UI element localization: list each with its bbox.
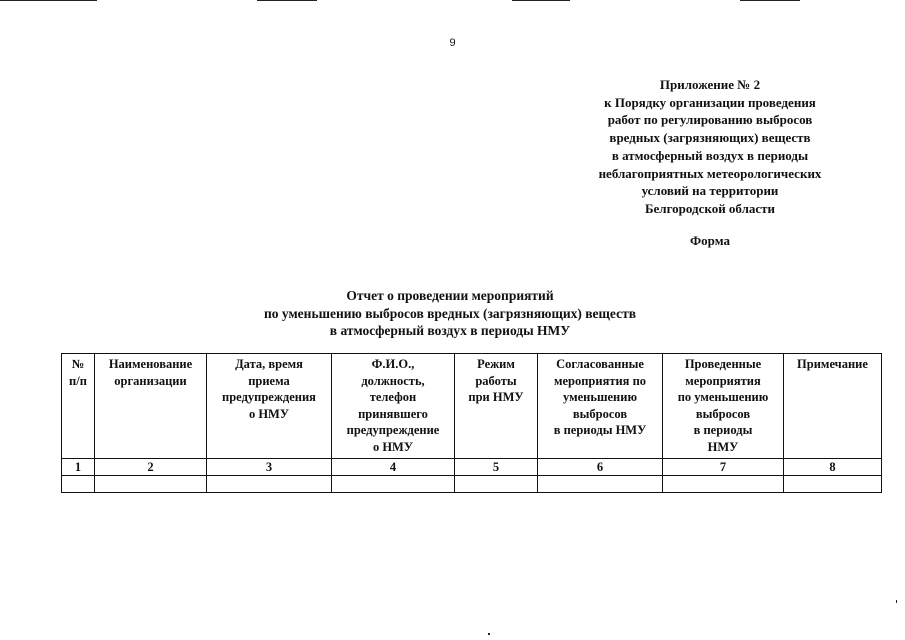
- table-cell: [538, 476, 663, 493]
- scan-edge-mark: [740, 0, 800, 1]
- table-cell: [207, 476, 332, 493]
- appendix-line: вредных (загрязняющих) веществ: [609, 130, 811, 146]
- header-cell-agreed-measures: Согласованные мероприятия по уменьшению выбросов в периоды НМУ: [538, 354, 663, 459]
- form-label: Форма: [690, 233, 730, 248]
- scan-speck: [896, 600, 897, 603]
- column-number-cell: 8: [784, 459, 882, 476]
- table-cell: [663, 476, 784, 493]
- header-cell-warning-date: Дата, время приема предупреждения о НМУ: [207, 354, 332, 459]
- report-title-line: по уменьшению выбросов вредных (загрязняющих) веществ: [264, 305, 636, 321]
- header-cell-recipient: Ф.И.О., должность, телефон принявшего предупреждение о НМУ: [332, 354, 455, 459]
- scan-edge-mark: [0, 0, 97, 1]
- header-cell-organization: Наименование организации: [95, 354, 207, 459]
- header-cell-note: Примечание: [784, 354, 882, 459]
- table-cell: [332, 476, 455, 493]
- page-number: 9: [449, 37, 456, 49]
- appendix-line: в атмосферный воздух в периоды: [611, 147, 809, 163]
- appendix-line: Белгородской области: [644, 200, 776, 216]
- appendix-line: работ по регулированию выбросов: [607, 112, 813, 128]
- table-cell: [455, 476, 538, 493]
- appendix-line: к Порядку организации проведения: [604, 94, 816, 110]
- report-table: [61, 353, 882, 493]
- column-number-cell: 1: [62, 459, 95, 476]
- column-number-cell: 4: [332, 459, 455, 476]
- header-cell-number: № п/п: [62, 354, 95, 459]
- appendix-header: [560, 76, 860, 218]
- appendix-line: неблагоприятных метеорологических: [598, 165, 822, 181]
- header-cell-conducted-measures: Проведенные мероприятия по уменьшению выбросов в периоды НМУ: [663, 354, 784, 459]
- scan-edge-mark: [257, 0, 317, 1]
- report-title-line: в атмосферный воздух в периоды НМУ: [329, 323, 571, 338]
- header-cell-operating-mode: Режим работы при НМУ: [455, 354, 538, 459]
- column-number-cell: 5: [455, 459, 538, 476]
- report-title: [150, 287, 750, 340]
- column-number-row: [62, 459, 882, 476]
- column-number-cell: 3: [207, 459, 332, 476]
- scan-speck: [488, 633, 490, 635]
- table-header-row: [62, 354, 882, 459]
- table-cell: [62, 476, 95, 493]
- table-row: [62, 476, 882, 493]
- column-number-cell: 7: [663, 459, 784, 476]
- table-cell: [784, 476, 882, 493]
- scan-edge-mark: [512, 0, 570, 1]
- table-cell: [95, 476, 207, 493]
- appendix-line: условий на территории: [641, 183, 779, 199]
- report-title-line: Отчет о проведении мероприятий: [346, 288, 554, 303]
- column-number-cell: 6: [538, 459, 663, 476]
- column-number-cell: 2: [95, 459, 207, 476]
- appendix-line: Приложение № 2: [659, 77, 761, 92]
